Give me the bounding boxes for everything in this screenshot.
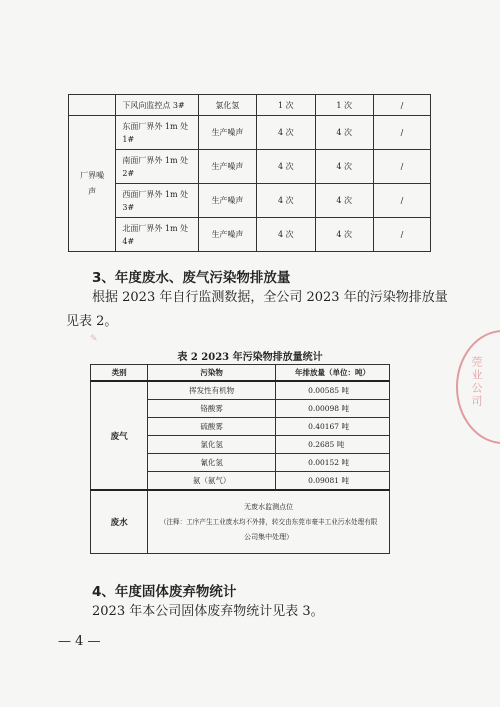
group-label: 厂界噪声 [69, 116, 116, 252]
table-row [69, 150, 431, 184]
monitor-point: 北面厂界外 1m 处 4# [116, 218, 198, 252]
planned-frequency: 4 次 [257, 218, 315, 252]
table-header-row [91, 365, 390, 382]
emission-amount: 0.00152 吨 [276, 454, 390, 472]
table-row [91, 381, 390, 400]
actual-frequency: 1 次 [315, 95, 373, 116]
emission-amount: 0.00098 吨 [276, 400, 390, 418]
actual-frequency: 4 次 [315, 150, 373, 184]
pink-mark: ✎ [90, 334, 98, 344]
water-note-line3: 公司集中处理） [244, 532, 294, 541]
monitor-item: 生产噪声 [198, 218, 256, 252]
water-note-line1: 无废水监测点位 [244, 502, 294, 511]
remark: / [373, 218, 430, 252]
planned-frequency: 4 次 [257, 116, 315, 150]
water-note-line2: （注释：工序产生工业废水均不外排，转交由东莞市豪丰工业污水处理有限 [159, 517, 378, 526]
pollutant-name: 氨（氨气） [148, 472, 276, 491]
planned-frequency: 4 次 [257, 150, 315, 184]
table-row [69, 218, 431, 252]
header-pollutant: 污染物 [148, 365, 276, 382]
header-amount: 年排放量（单位：吨） [276, 365, 390, 382]
table-row [69, 95, 431, 116]
emission-amount: 0.09081 吨 [276, 472, 390, 491]
monitor-item: 生产噪声 [198, 150, 256, 184]
page-number: — 4 — [58, 634, 101, 649]
section-3-paragraph-line1: 根据 2023 年自行监测数据，全公司 2023 年的污染物排放量 [92, 290, 448, 305]
pollutant-name: 铬酸雾 [148, 400, 276, 418]
company-seal: 莞业公司 [456, 330, 500, 444]
emission-amount: 0.40167 吨 [276, 418, 390, 436]
table-row [69, 116, 431, 150]
monitor-point: 东面厂界外 1m 处 1# [116, 116, 198, 150]
actual-frequency: 4 次 [315, 218, 373, 252]
planned-frequency: 1 次 [257, 95, 315, 116]
planned-frequency: 4 次 [257, 184, 315, 218]
monitor-point: 西面厂界外 1m 处 3# [116, 184, 198, 218]
category-water: 废水 [91, 490, 148, 554]
water-note [148, 490, 390, 554]
section-3-heading: 3、年度废水、废气污染物排放量 [92, 270, 291, 286]
monitor-item: 生产噪声 [198, 184, 256, 218]
monitoring-table-continued [68, 94, 431, 252]
actual-frequency: 4 次 [315, 116, 373, 150]
emissions-table [90, 364, 390, 554]
actual-frequency: 4 次 [315, 184, 373, 218]
monitor-point: 下风向监控点 3# [116, 95, 198, 116]
section-3-paragraph-line2: 见表 2。 [66, 314, 118, 329]
remark: / [373, 95, 430, 116]
table-row [91, 490, 390, 554]
remark: / [373, 116, 430, 150]
pollutant-name: 氰化氢 [148, 454, 276, 472]
header-category: 类别 [91, 365, 148, 382]
table-2-caption: 表 2 2023 年污染物排放量统计 [177, 352, 323, 363]
table-row [69, 184, 431, 218]
monitor-point: 南面厂界外 1m 处 2# [116, 150, 198, 184]
pollutant-name: 挥发性有机物 [148, 381, 276, 400]
section-4-paragraph: 2023 年本公司固体废弃物统计见表 3。 [92, 604, 324, 619]
pollutant-name: 氯化氢 [148, 436, 276, 454]
monitor-item: 生产噪声 [198, 116, 256, 150]
section-4-heading: 4、年度固体废弃物统计 [92, 584, 237, 600]
remark: / [373, 184, 430, 218]
pollutant-name: 硫酸雾 [148, 418, 276, 436]
remark: / [373, 150, 430, 184]
emission-amount: 0.00585 吨 [276, 381, 390, 400]
emission-amount: 0.2685 吨 [276, 436, 390, 454]
monitor-item: 氯化氢 [198, 95, 256, 116]
category-gas: 废气 [91, 381, 148, 490]
